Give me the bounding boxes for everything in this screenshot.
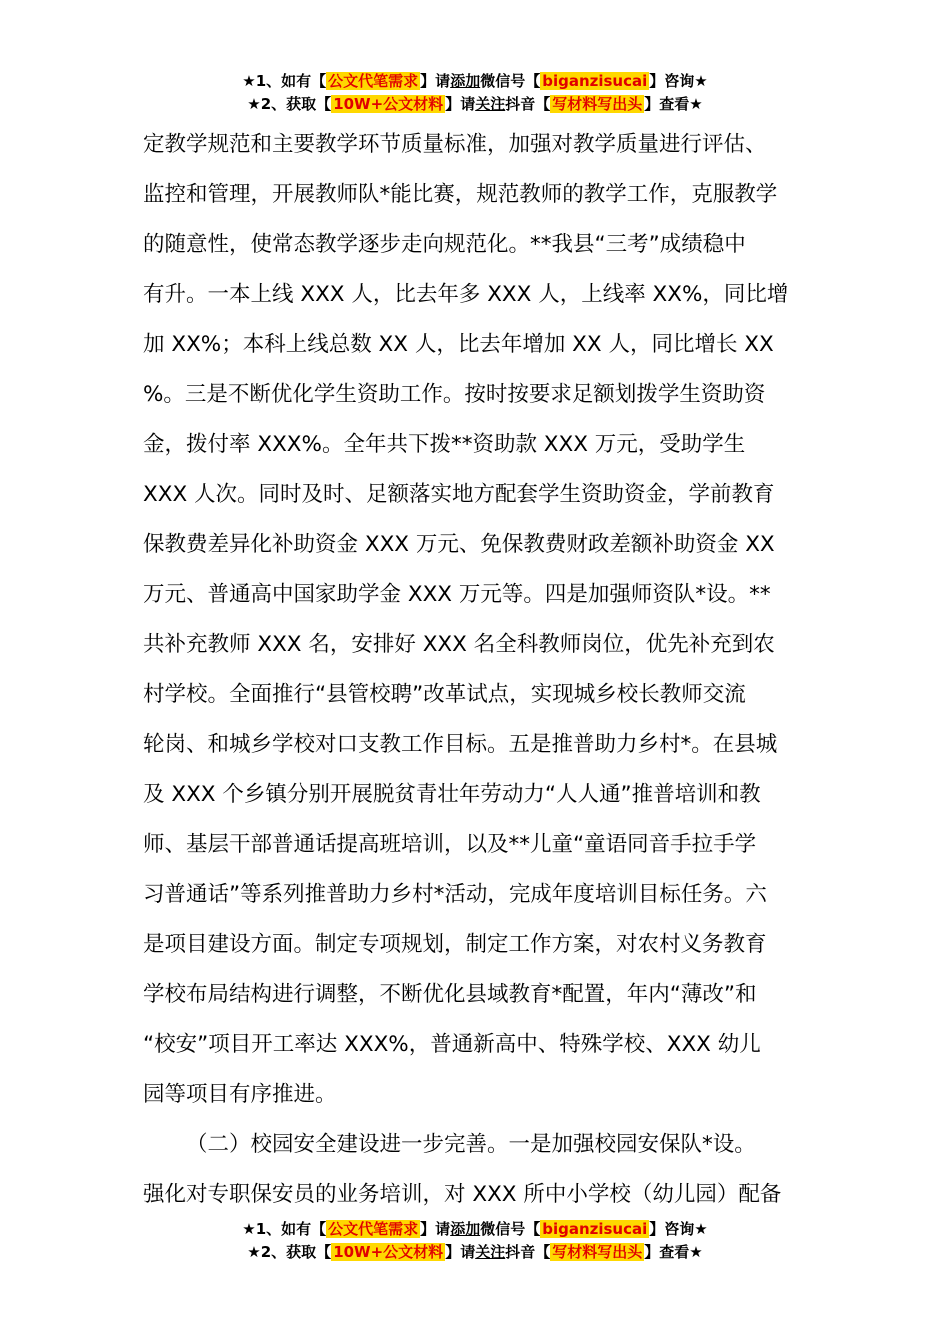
highlight-materials: 10W+公文材料	[333, 1243, 444, 1261]
banner-text: 】查看★	[644, 1243, 703, 1261]
banner-text: 】请	[445, 95, 476, 113]
banner-line-2	[0, 93, 950, 116]
text-line: “校安”项目开工率达 XXX%，普通新高中、特殊学校、XXX 幼儿	[143, 1032, 761, 1057]
banner-text: ★1、如有【	[242, 72, 327, 90]
text-line: 轮岗、和城乡学校对口支教工作目标。五是推普助力乡村*。在县城	[143, 732, 778, 757]
text-line: 园等项目有序推进。	[143, 1082, 337, 1107]
banner-text: 】咨询★	[649, 72, 708, 90]
text-line: 定教学规范和主要教学环节质量标准，加强对教学质量进行评估、	[143, 132, 767, 157]
highlight-douyin: 写材料写出头	[552, 1243, 643, 1261]
highlight-service: 公文代笔需求	[328, 1220, 419, 1238]
banner-text: ★2、获取【	[247, 95, 332, 113]
highlight-wechat-id: biganzisucai	[542, 72, 648, 90]
banner-text: ★2、获取【	[247, 1243, 332, 1261]
underline-add: 添加	[450, 72, 481, 90]
text-line: %。三是不断优化学生资助工作。按时按要求足额划拨学生资助资	[143, 382, 766, 407]
text-line: XXX 人次。同时及时、足额落实地方配套学生资助资金，学前教育	[143, 482, 775, 507]
paragraph-1	[143, 120, 808, 1120]
text-line: 师、基层干部普通话提高班培训，以及**儿童“童语同音手拉手学	[143, 832, 757, 857]
text-line: 及 XXX 个乡镇分别开展脱贫青壮年劳动力“人人通”推普培训和教	[143, 782, 761, 807]
banner-text: 】请	[445, 1243, 476, 1261]
text-line: 监控和管理，开展教师队*能比赛，规范教师的教学工作，克服教学	[143, 182, 778, 207]
highlight-wechat-id: biganzisucai	[542, 1220, 648, 1238]
text-line: 习普通话”等系列推普助力乡村*活动，完成年度培训目标任务。六	[143, 882, 767, 907]
text-line: 保教费差异化补助资金 XXX 万元、免保教费财政差额补助资金 XX	[143, 532, 775, 557]
banner-text: 抖音【	[505, 1243, 551, 1261]
banner-text: 】查看★	[644, 95, 703, 113]
header-banner	[0, 70, 950, 116]
footer-banner	[0, 1218, 950, 1264]
banner-line-2	[0, 1241, 950, 1264]
banner-text: 微信号【	[480, 72, 541, 90]
text-line: 万元、普通高中国家助学金 XXX 万元等。四是加强师资队*设。**	[143, 582, 771, 607]
banner-line-1	[0, 70, 950, 93]
text-line: 有升。一本上线 XXX 人，比去年多 XXX 人，上线率 XX%，同比增	[143, 282, 789, 307]
text-line: 是项目建设方面。制定专项规划，制定工作方案，对农村义务教育	[143, 932, 767, 957]
underline-follow: 关注	[475, 1243, 506, 1261]
text-line: 强化对专职保安员的业务培训，对 XXX 所中小学校（幼儿园）配备	[143, 1182, 782, 1207]
highlight-service: 公文代笔需求	[328, 72, 419, 90]
text-line: 共补充教师 XXX 名，安排好 XXX 名全科教师岗位，优先补充到农	[143, 632, 775, 657]
text-line: 村学校。全面推行“县管校聘”改革试点，实现城乡校长教师交流	[143, 682, 746, 707]
text-line: 学校布局结构进行调整，不断优化县域教育*配置，年内“薄改”和	[143, 982, 757, 1007]
paragraph-2	[143, 1120, 808, 1220]
banner-text: 】请	[420, 72, 451, 90]
banner-line-1	[0, 1218, 950, 1241]
banner-text: 微信号【	[480, 1220, 541, 1238]
underline-add: 添加	[450, 1220, 481, 1238]
section-heading-line: （二）校园安全建设进一步完善。一是加强校园安保队*设。	[186, 1132, 756, 1157]
text-line: 加 XX%；本科上线总数 XX 人，比去年增加 XX 人，同比增长 XX	[143, 332, 774, 357]
banner-text: 】咨询★	[649, 1220, 708, 1238]
banner-text: 】请	[420, 1220, 451, 1238]
document-body	[143, 120, 808, 1220]
underline-follow: 关注	[475, 95, 506, 113]
text-line: 金，拨付率 XXX%。全年共下拨**资助款 XXX 万元，受助学生	[143, 432, 746, 457]
banner-text: 抖音【	[505, 95, 551, 113]
highlight-materials: 10W+公文材料	[333, 95, 444, 113]
banner-text: ★1、如有【	[242, 1220, 327, 1238]
highlight-douyin: 写材料写出头	[552, 95, 643, 113]
text-line: 的随意性，使常态教学逐步走向规范化。**我县“三考”成绩稳中	[143, 232, 746, 257]
